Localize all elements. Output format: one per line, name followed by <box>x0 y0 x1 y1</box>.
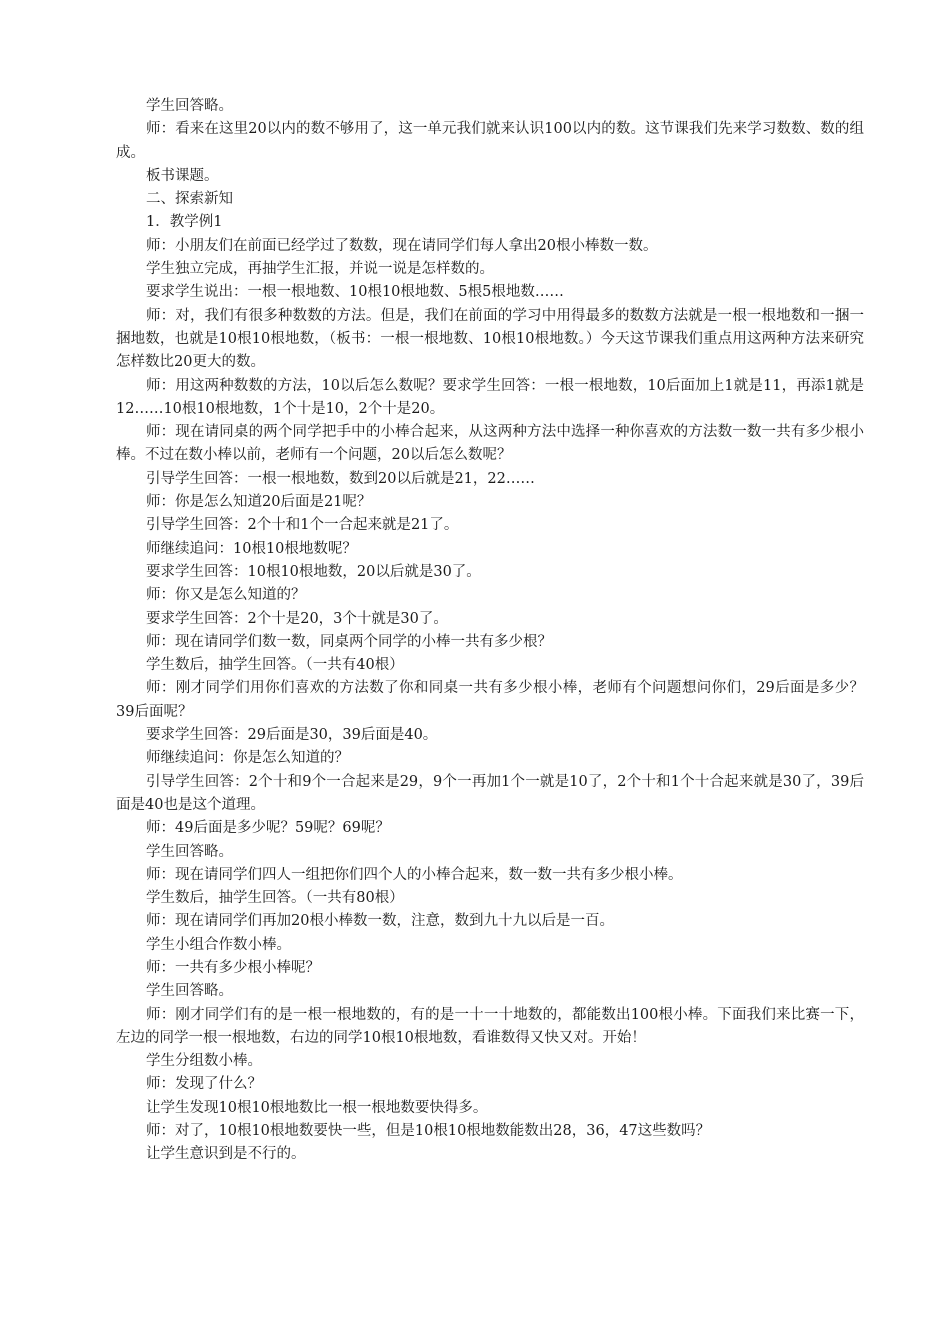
paragraph: 师：发现了什么？ <box>146 1076 262 1093</box>
paragraph: 要求学生回答：29后面是30，39后面是40。 <box>146 727 438 744</box>
subsection-heading: 1．教学例1 <box>146 214 223 231</box>
paragraph: 师：一共有多少根小棒呢？ <box>146 959 320 976</box>
document-body <box>116 95 864 1167</box>
paragraph: 师：你是怎么知道20后面是21呢？ <box>146 494 372 511</box>
paragraph: 学生小组合作数小棒。 <box>146 936 291 953</box>
paragraph: 学生数后，抽学生回答。（一共有40根） <box>146 657 404 674</box>
paragraph: 师：49后面是多少呢？59呢？69呢？ <box>146 820 390 837</box>
paragraph: 要求学生回答：10根10根地数，20以后就是30了。 <box>146 563 481 580</box>
paragraph: 学生回答略。 <box>146 843 233 860</box>
section-heading: 二、探索新知 <box>146 191 233 208</box>
paragraph: 引导学生回答：2个十和1个一合起来就是21了。 <box>146 517 459 534</box>
paragraph: 师：现在请同学们再加20根小棒数一数，注意，数到九十九以后是一百。 <box>146 913 614 930</box>
paragraph: 学生分组数小棒。 <box>146 1053 262 1070</box>
paragraph: 师：刚才同学们用你们喜欢的方法数了你和同桌一共有多少根小棒，老师有个问题想问你们，29后面是多少？39后面呢？ <box>116 680 864 720</box>
paragraph: 师：用这两种数数的方法，10以后怎么数呢？要求学生回答：一根一根地数，10后面加上1就是11，再添1就是12……10根10根地数，1个十是10，2个十是20。 <box>116 377 864 417</box>
paragraph: 师：对，我们有很多种数数的方法。但是，我们在前面的学习中用得最多的数数方法就是一根一根地数和一捆一捆地数，也就是10根10根地数，（板书：一根一根地数、10根10根地数。）今天这节课我们重点用这两种方法来研究怎样数比20更大的数。 <box>116 307 864 371</box>
paragraph: 要求学生回答：2个十是20，3个十就是30了。 <box>146 610 448 627</box>
paragraph: 学生回答略。 <box>146 98 233 114</box>
paragraph: 学生回答略。 <box>146 983 233 1000</box>
paragraph: 学生数后，抽学生回答。（一共有80根） <box>146 890 404 907</box>
paragraph: 师：对了，10根10根地数要快一些，但是10根10根地数能数出28，36，47这些数吗？ <box>146 1123 711 1140</box>
paragraph: 师：现在请同学们四人一组把你们四个人的小棒合起来，数一数一共有多少根小棒。 <box>146 866 683 883</box>
paragraph: 师：你又是怎么知道的？ <box>146 587 306 604</box>
paragraph: 师：看来在这里20以内的数不够用了，这一单元我们就来认识100以内的数。这节课我们先来学习数数、数的组成。 <box>116 121 864 161</box>
paragraph: 师：刚才同学们有的是一根一根地数的，有的是一十一十地数的，都能数出100根小棒。下面我们来比赛一下，左边的同学一根一根地数，右边的同学10根10根地数，看谁数得又快又对。开始！ <box>116 1006 864 1046</box>
paragraph: 师：现在请同学们数一数，同桌两个同学的小棒一共有多少根？ <box>146 633 552 650</box>
paragraph: 师继续追问：10根10根地数呢？ <box>146 540 357 557</box>
paragraph: 要求学生说出：一根一根地数、10根10根地数、5根5根地数…… <box>146 284 564 301</box>
paragraph: 引导学生回答：2个十和9个一合起来是29，9个一再加1个一就是10了，2个十和1个十合起来就是30了，39后面是40也是这个道理。 <box>116 773 864 813</box>
paragraph: 学生独立完成，再抽学生汇报，并说一说是怎样数的。 <box>146 261 494 278</box>
paragraph: 师：小朋友们在前面已经学过了数数，现在请同学们每人拿出20根小棒数一数。 <box>146 237 658 254</box>
paragraph: 板书课题。 <box>146 167 219 184</box>
paragraph: 师继续追问：你是怎么知道的？ <box>146 750 349 767</box>
paragraph: 让学生发现10根10根地数比一根一根地数要快得多。 <box>146 1099 488 1116</box>
paragraph: 师：现在请同桌的两个同学把手中的小棒合起来，从这两种方法中选择一种你喜欢的方法数一数一共有多少根小棒。不过在数小棒以前，老师有一个问题，20以后怎么数呢？ <box>116 424 864 464</box>
paragraph: 让学生意识到是不行的。 <box>146 1146 306 1163</box>
paragraph: 引导学生回答：一根一根地数，数到20以后就是21，22…… <box>146 470 535 487</box>
